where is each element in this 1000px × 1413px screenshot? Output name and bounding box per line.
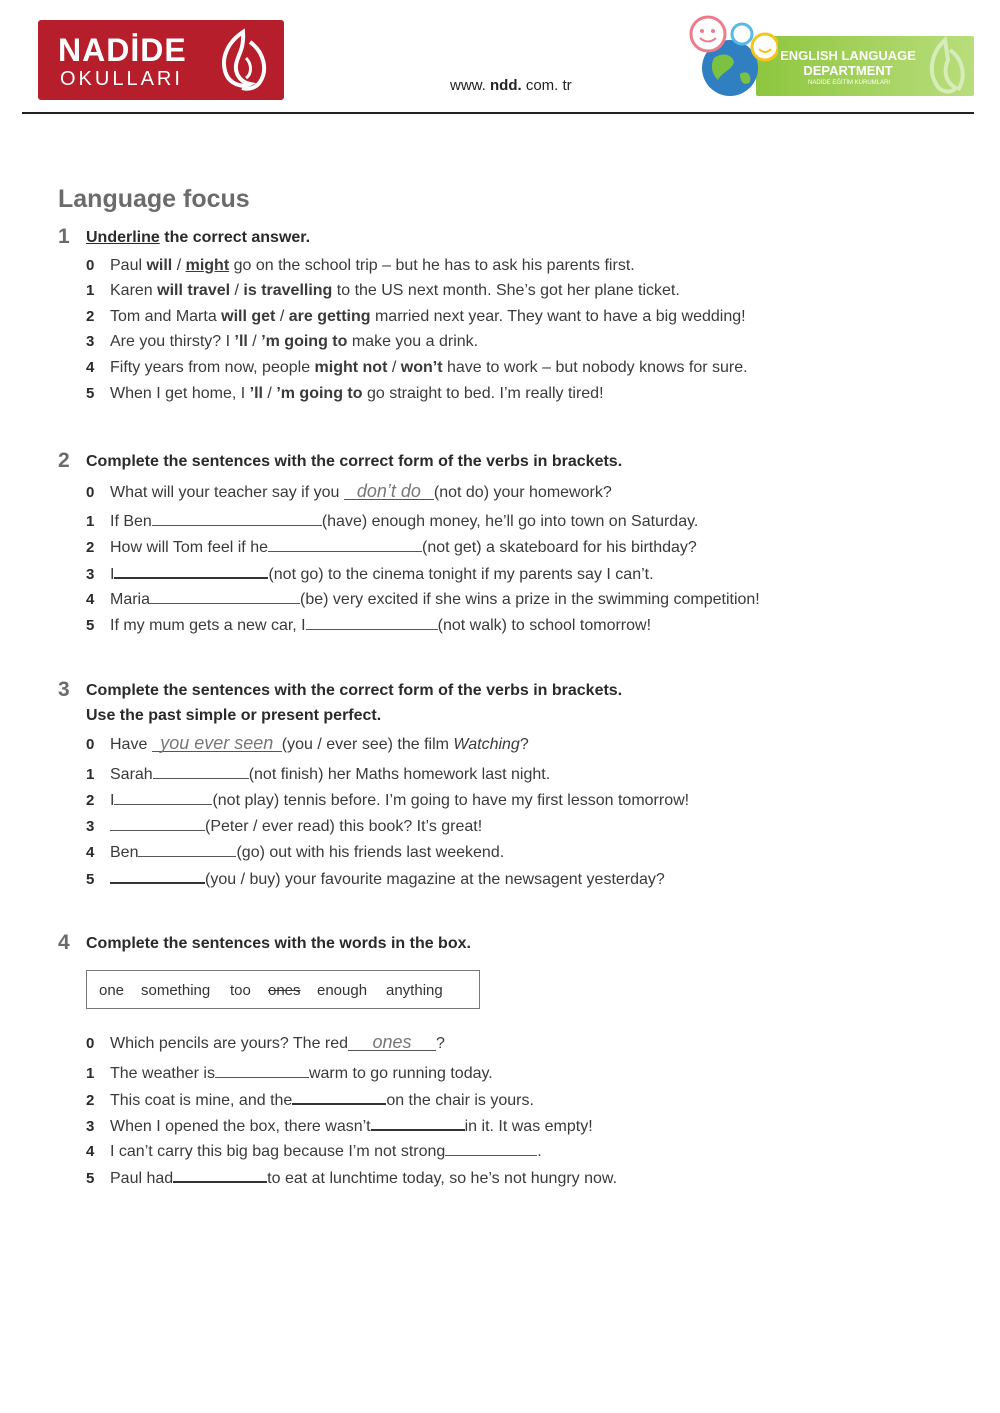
answer-option[interactable]: are getting <box>288 308 371 325</box>
exercise-instruction: Complete the sentences with the correct form of the verbs in brackets. <box>86 682 623 699</box>
list-item: 5 (you / buy) your favourite magazine at the newsagent yesterday? <box>86 866 665 888</box>
exercise-number: 3 <box>58 678 70 701</box>
list-item: 5 When I get home, I ’ll / ’m going to go straight to bed. I’m really tired! <box>86 385 604 402</box>
answer-option[interactable]: ’ll <box>249 385 263 402</box>
list-item: 1 Karen will travel / is travelling to the US next month. She’s got her plane ticket. <box>86 282 680 299</box>
list-item: 0 Paul will / might go on the school trip – but he has to ask his parents first. <box>86 257 635 274</box>
list-item: 1 If Ben (have) enough money, he’ll go into town on Saturday. <box>86 509 698 531</box>
blank-field[interactable] <box>292 1087 386 1105</box>
word-chip: something <box>141 982 211 999</box>
list-item: 2 This coat is mine, and the on the chair is yours. <box>86 1087 534 1109</box>
exercise-number: 2 <box>58 449 70 472</box>
blank-field[interactable] <box>173 1165 267 1183</box>
list-item: 1 Sarah (not finish) her Maths homework last night. <box>86 762 550 784</box>
answer-option[interactable]: ’ll <box>234 333 248 350</box>
answer-option[interactable]: will travel <box>157 282 231 299</box>
blank-field[interactable] <box>445 1139 537 1156</box>
exercise-instruction-2: Use the past simple or present perfect. <box>86 707 382 724</box>
blank-field[interactable] <box>215 1061 309 1078</box>
answer-option[interactable]: might not <box>314 359 388 376</box>
list-item: 4 Fifty years from now, people might not / won’t have to work – but nobody knows for sure. <box>86 359 748 376</box>
list-item: 5 Paul had to eat at lunchtime today, so he’s not hungry now. <box>86 1165 617 1187</box>
department-subtitle: NADİDE EĞİTİM KURUMLARI <box>808 80 891 86</box>
list-item: 2 I (not play) tennis before. I’m going to have my first lesson tomorrow! <box>86 788 689 810</box>
example-answer: ones <box>348 1034 436 1051</box>
exercise-number: 1 <box>58 225 70 248</box>
exercise-instruction: Complete the sentences with the correct form of the verbs in brackets. <box>86 453 623 470</box>
blank-field[interactable] <box>114 788 212 805</box>
exercise-instruction: Complete the sentences with the words in the box. <box>86 935 471 952</box>
list-item: 0 Have you ever seen (you / ever see) the film Watching? <box>86 733 529 753</box>
flame-icon <box>210 28 276 92</box>
word-chip: anything <box>386 982 443 999</box>
blank-field[interactable] <box>150 587 300 604</box>
blank-field[interactable] <box>138 840 236 857</box>
word-chip: one <box>99 982 125 999</box>
school-logo <box>38 20 284 100</box>
word-box <box>86 970 480 1009</box>
blank-field[interactable] <box>110 866 205 884</box>
answer-option[interactable]: won’t <box>400 359 443 376</box>
globe-smiley-icon <box>688 14 778 98</box>
page-title: Language focus <box>58 185 250 213</box>
leaf-watermark-icon <box>920 36 970 96</box>
blank-field[interactable] <box>306 613 438 630</box>
exercise-instruction: Underline the correct answer. <box>86 229 311 246</box>
list-item: 3 When I opened the box, there wasn’t in it. It was empty! <box>86 1113 593 1135</box>
word-chip-used: ones <box>268 982 301 999</box>
list-item: 3 (Peter / ever read) this book? It’s great! <box>86 814 482 836</box>
answer-option[interactable]: might <box>185 257 230 274</box>
answer-option[interactable]: ’m going to <box>276 385 363 402</box>
list-item: 2 Tom and Marta will get / are getting married next year. They want to have a big wedding! <box>86 308 746 325</box>
blank-field[interactable] <box>153 762 249 779</box>
blank-field[interactable] <box>268 535 422 552</box>
department-logo <box>688 14 974 98</box>
answer-option[interactable]: ’m going to <box>261 333 348 350</box>
department-title: ENGLISH LANGUAGE DEPARTMENT <box>780 48 916 78</box>
blank-field[interactable] <box>152 509 322 526</box>
list-item: 0 Which pencils are yours? The red ones ? <box>86 1032 445 1052</box>
word-chip: too <box>230 982 251 999</box>
list-item: 3 Are you thirsty? I ’ll / ’m going to make you a drink. <box>86 333 479 350</box>
page-header <box>0 0 1000 115</box>
blank-field[interactable] <box>110 814 205 831</box>
word-chip: enough <box>317 982 368 999</box>
list-item: 1 The weather is warm to go running today. <box>86 1061 493 1083</box>
list-item: 4 Ben (go) out with his friends last weekend. <box>86 840 504 862</box>
list-item: 0 What will your teacher say if you don’t do (not do) your homework? <box>86 481 612 501</box>
answer-option[interactable]: will <box>146 257 173 274</box>
logo-name: NADİDE <box>58 32 187 68</box>
list-item: 2 How will Tom feel if he (not get) a skateboard for his birthday? <box>86 535 697 557</box>
blank-field[interactable] <box>371 1113 465 1131</box>
answer-option[interactable]: will get <box>221 308 276 325</box>
website-url: www. ndd. com. tr <box>450 77 572 94</box>
header-divider <box>22 112 974 114</box>
logo-subname: OKULLARI <box>60 68 183 90</box>
example-answer: don’t do <box>344 483 434 500</box>
answer-option[interactable]: is travelling <box>243 282 333 299</box>
list-item: 4 Maria (be) very excited if she wins a prize in the swimming competition! <box>86 587 760 609</box>
exercise-number: 4 <box>58 931 70 954</box>
list-item: 4 I can’t carry this big bag because I’m not strong . <box>86 1139 542 1161</box>
list-item: 5 If my mum gets a new car, I (not walk) to school tomorrow! <box>86 613 651 635</box>
blank-field[interactable] <box>114 561 268 579</box>
list-item: 3 I (not go) to the cinema tonight if my parents say I can’t. <box>86 561 654 583</box>
example-answer: you ever seen <box>152 735 282 752</box>
